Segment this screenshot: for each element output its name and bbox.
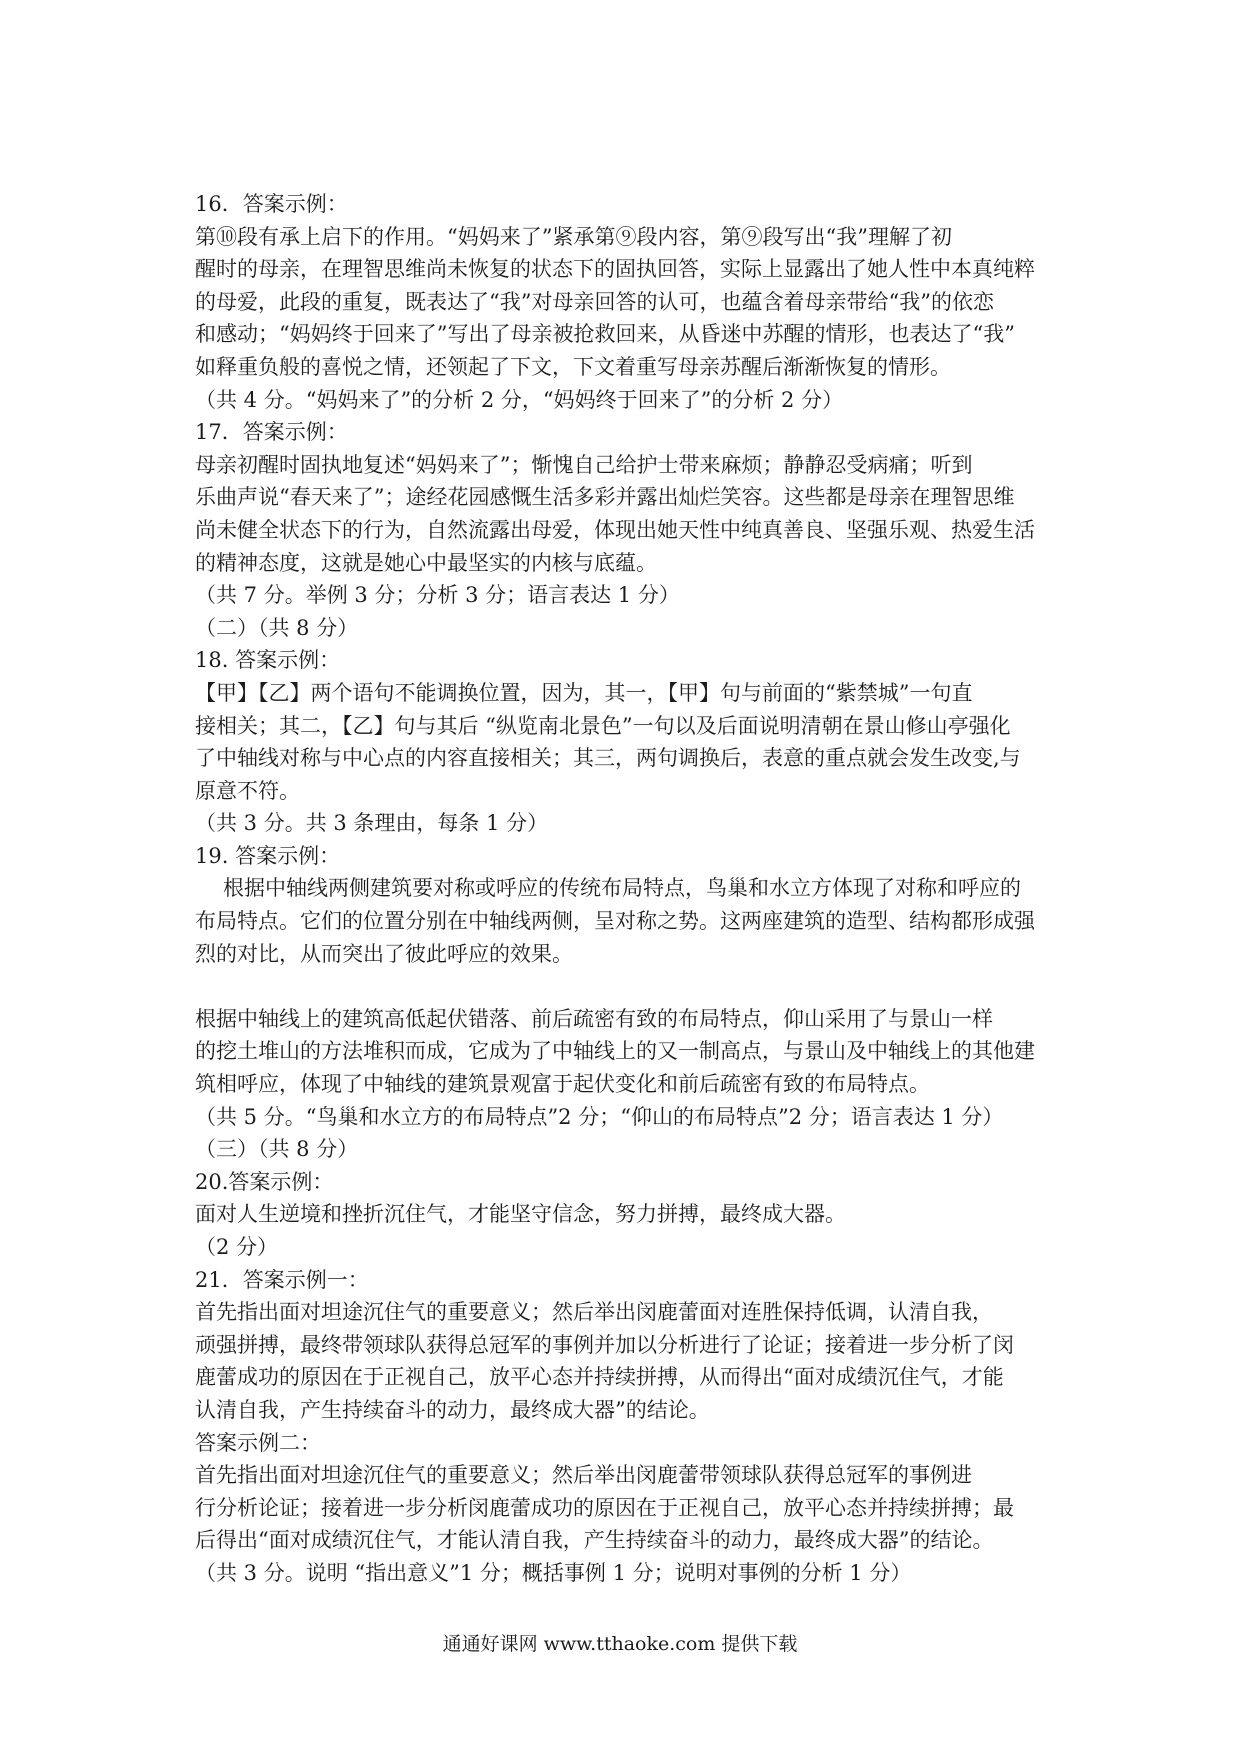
q18-score: （共 3 分。共 3 条理由，每条 1 分）: [195, 811, 549, 836]
q19-para1-line: 烈的对比，从而突出了彼此呼应的效果。: [195, 941, 573, 966]
q16-score: （共 4 分。“妈妈来了”的分析 2 分，“妈妈终于回来了”的分析 2 分）: [195, 387, 844, 412]
q18-line: 了中轴线对称与中心点的内容直接相关；其三，两句调换后，表意的重点就会发生改变,与: [195, 746, 1021, 771]
q17-line: 乐曲声说“春天来了”；途经花园感慨生活多彩并露出灿烂笑容。这些都是母亲在理智思维: [195, 485, 1015, 510]
q21-heading: 21．答案示例一：: [195, 1267, 369, 1292]
q19-score: （共 5 分。“鸟巢和水立方的布局特点”2 分；“仰山的布局特点”2 分；语言表达 1 分）: [195, 1104, 1004, 1129]
q17-heading: 17．答案示例：: [195, 420, 348, 445]
q21-line-2: 首先指出面对坦途沉住气的重要意义；然后举出闵鹿蕾带领球队获得总冠军的事例进: [195, 1463, 972, 1488]
q16-line: 的母爱，此段的重复，既表达了“我”对母亲回答的认可，也蕴含着母亲带给“我”的依恋: [195, 289, 994, 314]
q17-line: 尚未健全状态下的行为，自然流露出母爱，体现出她天性中纯真善良、坚强乐观、热爱生活: [195, 517, 1035, 542]
q19-heading: 19. 答案示例：: [195, 843, 341, 868]
q17-line: 的精神态度，这就是她心中最坚实的内核与底蕴。: [195, 550, 657, 575]
q16-line: 醒时的母亲，在理智思维尚未恢复的状态下的固执回答，实际上显露出了她人性中本真纯粹: [195, 257, 1035, 282]
q19-para2-line: 的挖土堆山的方法堆积而成，它成为了中轴线上的又一制高点，与景山及中轴线上的其他建: [195, 1039, 1035, 1064]
q20-line: 面对人生逆境和挫折沉住气，才能坚守信念，努力拼搏，最终成大器。: [195, 1202, 846, 1227]
q19-para1-line: 根据中轴线两侧建筑要对称或呼应的传统布局特点，鸟巢和水立方体现了对称和呼应的: [223, 876, 1021, 901]
q20-heading: 20.答案示例：: [195, 1169, 334, 1194]
q16-line: 第⑩段有承上启下的作用。“妈妈来了”紧承第⑨段内容，第⑨段写出“我”理解了初: [195, 224, 952, 249]
q19-para2-line: 根据中轴线上的建筑高低起伏错落、前后疏密有致的布局特点，仰山采用了与景山一样: [195, 1006, 993, 1031]
q21-line: 顽强拼搏，最终带领球队获得总冠军的事例并加以分析进行了论证；接着进一步分析了闵: [195, 1332, 1014, 1357]
q17-score: （共 7 分。举例 3 分；分析 3 分；语言表达 1 分）: [195, 583, 680, 608]
q18-line: 【甲】【乙】两个语句不能调换位置，因为，其一，【甲】句与前面的“紫禁城”一句直: [195, 680, 973, 705]
q16-heading: 16．答案示例：: [195, 192, 348, 216]
q17-line: 母亲初醒时固执地复述“妈妈来了”；惭愧自己给护士带来麻烦；静静忍受病痛；听到: [195, 452, 973, 477]
q21-line: 首先指出面对坦途沉住气的重要意义；然后举出闵鹿蕾面对连胜保持低调，认清自我，: [195, 1300, 993, 1325]
q16-line: 和感动；“妈妈终于回来了”写出了母亲被抢救回来，从昏迷中苏醒的情形，也表达了“我”: [195, 322, 1015, 347]
q21-line-2: 后得出“面对成绩沉住气，才能认清自我，产生持续奋斗的动力，最终成大器”的结论。: [195, 1528, 994, 1553]
q21-line: 认清自我，产生持续奋斗的动力，最终成大器”的结论。: [195, 1397, 710, 1422]
blank-line: [195, 970, 1075, 1003]
q20-score: （2 分）: [195, 1235, 279, 1259]
q21-score: （共 3 分。说明 “指出意义”1 分；概括事例 1 分；说明对事例的分析 1 分）: [195, 1560, 912, 1585]
q16-line: 如释重负般的喜悦之情，还领起了下文，下文着重写母亲苏醒后渐渐恢复的情形。: [195, 354, 951, 379]
q18-heading: 18. 答案示例：: [195, 648, 341, 673]
section-2-heading: （二）（共 8 分）: [195, 615, 359, 640]
q19-para1-line: 布局特点。它们的位置分别在中轴线两侧，呈对称之势。这两座建筑的造型、结构都形成强: [195, 909, 1035, 934]
q18-line: 接相关；其二，【乙】句与其后 “纵览南北景色”一句以及后面说明清朝在景山修山亭强化: [195, 713, 1011, 738]
q21-heading-2: 答案示例二：: [195, 1430, 321, 1455]
q19-para2-line: 筑相呼应，体现了中轴线的建筑景观富于起伏变化和前后疏密有致的布局特点。: [195, 1072, 930, 1097]
section-3-heading: （三）（共 8 分）: [195, 1137, 359, 1162]
answer-key-content: [195, 188, 1075, 1590]
q18-line: 原意不符。: [195, 778, 300, 803]
page-footer: 通通好课网 www.tthaoke.com 提供下载: [442, 1633, 798, 1655]
q21-line: 鹿蕾成功的原因在于正视自己，放平心态并持续拼搏，从而得出“面对成绩沉住气，才能: [195, 1365, 1004, 1390]
q21-line-2: 行分析论证；接着进一步分析闵鹿蕾成功的原因在于正视自己，放平心态并持续拼搏；最: [195, 1495, 1014, 1520]
